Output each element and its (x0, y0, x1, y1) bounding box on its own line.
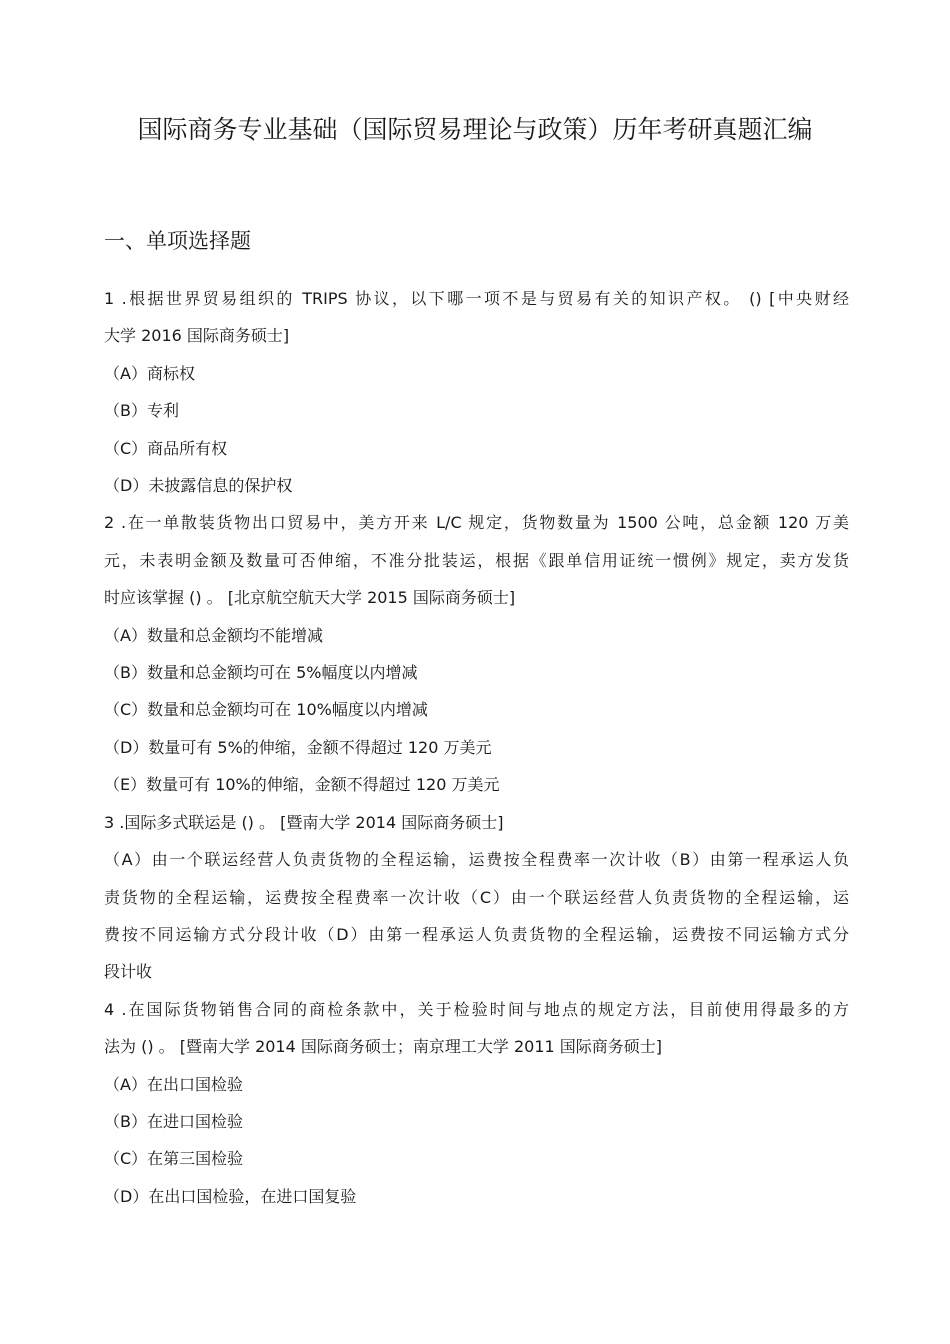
question-2-line-2: 元，未表明金额及数量可否伸缩，不准分批装运，根据《跟单信用证统一惯例》规定，卖方发货 (104, 550, 849, 570)
question-2-option-b: （B）数量和总金额均可在 5%幅度以内增减 (104, 663, 418, 683)
question-1 (104, 280, 849, 504)
question-2-line-3: 时应该掌握 () 。 [北京航空航天大学 2015 国际商务硕士] (104, 588, 516, 608)
question-2-option-a: （A）数量和总金额均不能增减 (104, 625, 323, 645)
question-4-line-2: 法为 () 。 [暨南大学 2014 国际商务硕士；南京理工大学 2011 国际商务硕士] (104, 1037, 663, 1057)
question-3 (104, 804, 849, 991)
question-1-option-c: （C）商品所有权 (104, 438, 228, 458)
question-4-option-d: （D）在出口国检验，在进口国复验 (104, 1186, 357, 1206)
question-4-option-b: （B）在进口国检验 (104, 1111, 243, 1131)
question-3-options-line-1: （A）由一个联运经营人负责货物的全程运输，运费按全程费率一次计收（B）由第一程承运人负 (104, 850, 849, 870)
question-4 (104, 991, 849, 1215)
question-3-options-line-4: 段计收 (104, 962, 153, 982)
question-1-line-2: 大学 2016 国际商务硕士] (104, 326, 290, 346)
question-3-line-1: 3 .国际多式联运是 () 。 [暨南大学 2014 国际商务硕士] (104, 812, 504, 832)
document-title: 国际商务专业基础（国际贸易理论与政策）历年考研真题汇编 (137, 115, 813, 144)
question-1-line-1: 1 .根据世界贸易组织的 TRIPS 协议，以下哪一项不是与贸易有关的知识产权。 () [中央财经 (104, 289, 849, 308)
question-1-option-a: （A）商标权 (104, 363, 195, 383)
question-2-option-d: （D）数量可有 5%的伸缩，金额不得超过 120 万美元 (104, 737, 492, 757)
question-4-line-1: 4 .在国际货物销售合同的商检条款中，关于检验时间与地点的规定方法，目前使用得最多的方 (104, 999, 849, 1019)
question-2-option-c: （C）数量和总金额均可在 10%幅度以内增减 (104, 700, 428, 720)
question-4-option-a: （A）在出口国检验 (104, 1074, 243, 1094)
question-2-option-e: （E）数量可有 10%的伸缩，金额不得超过 120 万美元 (104, 775, 500, 795)
question-3-options-line-3: 费按不同运输方式分段计收（D）由第一程承运人负责货物的全程运输，运费按不同运输方式分 (104, 924, 849, 944)
question-4-option-c: （C）在第三国检验 (104, 1149, 244, 1169)
question-2 (104, 504, 849, 803)
question-list (104, 280, 849, 1215)
question-3-options-line-2: 责货物的全程运输，运费按全程费率一次计收（C）由一个联运经营人负责货物的全程运输，运 (104, 887, 849, 907)
question-1-option-d: （D）未披露信息的保护权 (104, 476, 293, 496)
question-2-line-1: 2 .在一单散装货物出口贸易中，美方开来 L/C 规定，货物数量为 1500 公吨，总金额 120 万美 (104, 513, 849, 533)
question-1-option-b: （B）专利 (104, 401, 179, 421)
section-heading: 一、单项选择题 (104, 229, 251, 253)
